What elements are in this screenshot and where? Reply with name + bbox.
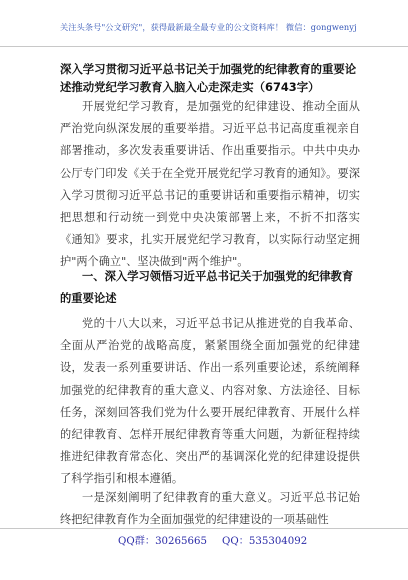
footer-qq-group: QQ群：30265665 <box>118 536 207 547</box>
footer-divider <box>0 528 408 529</box>
footer-qq-number: QQ：535304092 <box>222 536 308 547</box>
header-banner <box>0 0 408 47</box>
section-paragraph: 党的十八大以来，习近平总书记从推进党的自我革命、全面从严治党的战略高度，紧紧围绕全面加强党的纪律建设，发表一系列重要讲话、作出一系列重要论述，系统阐释加强党的纪律教育的重大意义、内容对象、方法途径、目标任务，深刻回答我们党为什么要开展纪律教育、开展什么样的纪律教育、怎样开展纪律教育等重大问题，为新征程持续推进纪律教育常态化、突出严的基调深化党的纪律建设提供了科学指引和根本遵循。 <box>60 317 360 486</box>
intro-paragraph: 开展党纪学习教育，是加强党的纪律建设、推动全面从严治党向纵深发展的重要举措。习近平总书记高度重视亲自部署推动，多次发表重要讲话、作出重要指示。中共中央办公厅专门印发《关于在全党开展党纪学习教育的通知》。要深入学习贯彻习近平总书记的重要讲话和重要指示精神，切实把思想和行动统一到党中央决策部署上来，不折不扣落实《通知》要求，扎实开展党纪学习教育，以实际行动坚定拥护"两个确立"、坚决做到"两个维护"。 <box>60 100 360 269</box>
section-paragraph: 一是深刻阐明了纪律教育的重大意义。习近平总书记始终把纪律教育作为全面加强党的纪律建设的一项基础性 <box>60 491 360 527</box>
document-title: 深入学习贯彻习近平总书记关于加强党的纪律教育的重要论述推动党纪学习教育入脑入心走深走实（6743字） <box>60 62 357 94</box>
header-banner-text: 关注头条号"公文研究"，获得最新最全最专业的公文资料库！ 微信：gongwenyj <box>60 22 357 32</box>
section-heading: 一、深入学习领悟习近平总书记关于加强党的纪律教育的重要论述 <box>60 270 354 305</box>
